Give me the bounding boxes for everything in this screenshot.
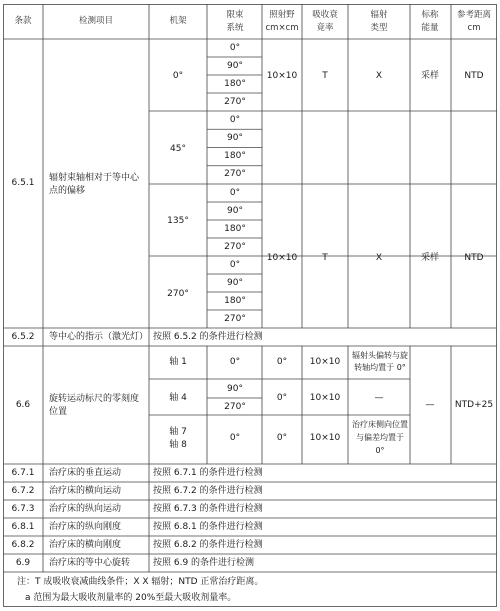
collimator-angle: 0° [229, 114, 241, 125]
axis-7-8-field: 10×10 [309, 433, 341, 443]
tail-row-note: 按照 6.9 的条件进行检测 [153, 558, 255, 568]
tail-row-note: 按照 6.7.3 的条件进行检测 [153, 504, 263, 514]
tail-row-note: 按照 6.8.1 的条件进行检测 [153, 522, 263, 532]
collimator-angle: 90° [227, 60, 243, 71]
header-standard-energy: 标称 能量 [421, 10, 439, 33]
collimator-angle: 180° [224, 295, 246, 306]
collimator-angle: 90° [227, 205, 243, 216]
field-size-g1: 10×10 [266, 71, 298, 81]
collimator-angle: 0° [229, 187, 241, 198]
axis-4: 轴 4 [169, 393, 187, 403]
radiation-g1: X [375, 71, 383, 81]
header-collimator: 限束系统 [226, 10, 244, 33]
footnote-range: a 范围为最大吸收剂量率的 20%至最大吸收剂量率。 [25, 593, 237, 603]
header-gantry: 机架 [169, 16, 187, 26]
tail-row-clause: 6.8.1 [11, 522, 35, 532]
tail-row-note: 按照 6.8.2 的条件进行检测 [153, 540, 263, 550]
tail-row-clause: 6.7.3 [11, 504, 35, 514]
field-size-g3: 10×10 [266, 253, 298, 263]
axis-4-angle-270: 270° [224, 402, 246, 412]
item-6-5-2: 等中心的指示（激光灯） [49, 332, 149, 342]
clause-6-5-1: 6.5.1 [11, 178, 35, 188]
footnote-legend: 注：T 成吸收衰减曲线条件；X X 辐射；NTD 正常治疗距离。 [17, 577, 264, 587]
collimator-angle: 0° [229, 42, 241, 53]
collimator-angle: 270° [224, 169, 246, 180]
table-grid-lines [3, 4, 497, 607]
absorber-g3: T [322, 253, 328, 263]
collimator-angle: 180° [224, 223, 246, 234]
item-6-5-1: 辐射束轴相对于等中心点的偏移 [49, 173, 140, 196]
header-field-size: 照射野 cm×cm [265, 10, 299, 33]
collimator-angle: 180° [224, 151, 246, 162]
radiation-g3: X [375, 253, 383, 263]
collimator-angle: 0° [229, 259, 241, 270]
note-6-5-2: 按照 6.5.2 的条件进行检测 [153, 332, 263, 342]
gantry-45: 45° [170, 144, 186, 154]
tail-row-item: 治疗床的横向刚度 [49, 540, 122, 550]
tail-row-clause: 6.9 [15, 558, 31, 568]
tail-row-clause: 6.7.1 [11, 468, 35, 478]
sad-g3: NTD [464, 253, 484, 263]
standard-6-6: — [425, 400, 435, 410]
absorber-g1: T [322, 71, 328, 81]
axis-1-angle: 0° [229, 357, 241, 367]
standard-g1: 采样 [420, 71, 440, 81]
item-6-6: 旋转运动标尺的零刻度位置 [49, 394, 140, 417]
gantry-0: 0° [172, 71, 184, 81]
axis-7-8-gantry: 0° [276, 433, 288, 443]
collimator-angle: 270° [224, 313, 246, 324]
axis-1-remark: 辐射头偏转与旋转轴均置于 0° [352, 351, 408, 372]
gantry-135: 135° [167, 216, 189, 226]
axis-1: 轴 1 [169, 357, 187, 367]
header-reference-distance: 参考距离 cm [456, 10, 491, 33]
axis-7-8-angle: 0° [229, 433, 241, 443]
header-absorber: 吸收衰 竟率 [312, 10, 338, 33]
tail-row-item: 治疗床的纵向刚度 [49, 522, 122, 532]
sad-g1: NTD [464, 71, 484, 81]
header-clause: 条款 [14, 16, 32, 26]
clause-6-6: 6.6 [15, 400, 31, 410]
tail-row-clause: 6.8.2 [11, 540, 35, 550]
axis-4-angle-90: 90° [227, 384, 243, 394]
axis-1-gantry: 0° [276, 357, 288, 367]
collimator-angle: 270° [224, 241, 246, 252]
standard-g3: 采样 [420, 253, 440, 263]
axis-4-field: 10×10 [309, 393, 341, 403]
axis-4-gantry: 0° [276, 393, 288, 403]
collimator-angle: 90° [227, 277, 243, 288]
header-radiation: 辐射 类型 [370, 10, 388, 33]
header-item: 检测项目 [78, 16, 114, 26]
clause-6-5-2: 6.5.2 [11, 332, 35, 342]
axis-7-8: 轴 7 轴 8 [169, 427, 187, 450]
collimator-angle: 90° [227, 132, 243, 143]
tail-row-item: 治疗床的纵向运动 [49, 504, 122, 514]
tail-row-note: 按照 6.7.1 的条件进行检测 [153, 468, 263, 478]
tail-row-note: 按照 6.7.2 的条件进行检测 [153, 486, 263, 496]
axis-4-remark: — [374, 393, 384, 403]
tail-row-item: 治疗床的横向运动 [49, 486, 122, 496]
collimator-angle: 270° [224, 96, 246, 107]
sad-6-6: NTD+25 [454, 400, 494, 410]
collimator-angle: 180° [224, 78, 246, 89]
axis-1-field: 10×10 [309, 357, 341, 367]
gantry-270: 270° [167, 289, 189, 299]
axis-7-8-remark: 治疗床侧向位置与偏差均置于 0° [352, 420, 408, 455]
tail-row-item: 治疗床的等中心旋转 [49, 558, 131, 568]
tail-row-item: 治疗床的垂直运动 [49, 468, 122, 478]
tail-row-clause: 6.7.2 [11, 486, 35, 496]
test-conditions-table [3, 4, 497, 607]
